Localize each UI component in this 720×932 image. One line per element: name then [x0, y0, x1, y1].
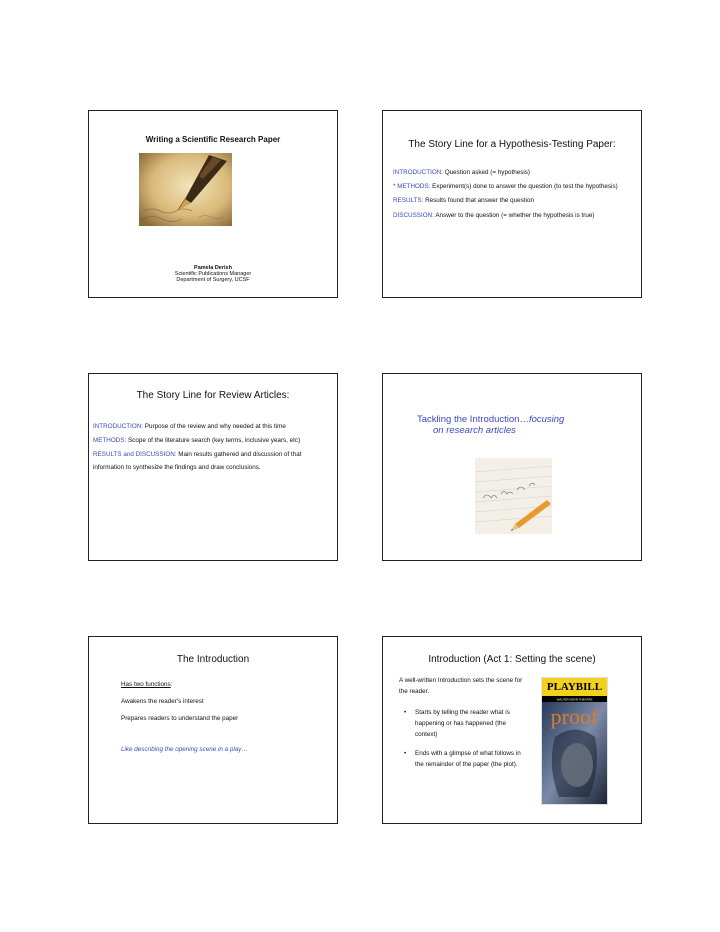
- slide-title: [88, 110, 338, 298]
- author-name: Pamela Derish: [194, 265, 232, 271]
- playbill-brand: PLAYBILL: [546, 681, 603, 693]
- slide-heading: The Story Line for a Hypothesis-Testing Paper:: [408, 139, 616, 150]
- playbill-theatre: WALTER KERR THEATRE: [556, 697, 593, 702]
- slide-heading: Introduction (Act 1: Setting the scene): [428, 654, 596, 665]
- methods-item: METHODS: Scope of the literature search (key terms, inclusive years, etc): [93, 437, 301, 445]
- author-role: Scientific Publications Manager: [174, 271, 252, 277]
- bullet-list: [399, 707, 524, 778]
- bullet-item: • Ends with a glimpse of what follows in the remainder of the paper (the plot).: [404, 750, 521, 768]
- function-2: Prepares readers to understand the paper: [121, 715, 239, 722]
- fountain-pen-photo: [139, 153, 232, 226]
- story-line-list: [393, 167, 633, 224]
- slide-heading: Tackling the Introduction…focusing on research articles: [417, 414, 565, 436]
- intro-item: INTRODUCTION: Question asked (= hypothesis): [393, 169, 531, 176]
- slide-act-one: [382, 636, 642, 824]
- slide-review-story-line: [88, 373, 338, 561]
- slide-heading: The Story Line for Review Articles:: [136, 390, 290, 401]
- results-item: RESULTS: Results found that answer the question: [393, 197, 534, 205]
- bullet-item: • Starts by telling the reader what is happening or has happened (the context): [404, 709, 510, 738]
- slide-hypothesis-story-line: [382, 110, 642, 298]
- paper-title: Writing a Scientific Research Paper: [145, 135, 281, 144]
- slide-tackling-introduction: [382, 373, 642, 561]
- playbill-show-title: proof: [550, 704, 599, 729]
- functions-label: Has two functions:: [121, 681, 173, 688]
- discussion-item: DISCUSSION: Answer to the question (= whether the hypothesis is true): [393, 211, 595, 219]
- methods-item: * METHODS: Experiment(s) done to answer the question (to test the hypothesis): [393, 183, 618, 191]
- author-department: Department of Surgery, UCSF: [176, 277, 250, 283]
- play-analogy: Like describing the opening scene in a play…: [121, 746, 248, 753]
- intro-text: A well-written Introduction sets the scene for the reader.: [399, 677, 523, 695]
- pencil-notebook-photo: [475, 458, 552, 534]
- slide-heading: The Introduction: [176, 654, 250, 665]
- intro-item: INTRODUCTION: Purpose of the review and why needed at this time: [93, 423, 286, 430]
- slide-the-introduction: [88, 636, 338, 824]
- function-1: Awakens the reader's interest: [121, 698, 204, 705]
- results-discussion-item: RESULTS and DISCUSSION: Main results gathered and discussion of that information to synthesize the findings and draw conclusions.: [93, 451, 302, 471]
- story-line-list: [93, 421, 333, 476]
- playbill-poster-image: [541, 677, 608, 805]
